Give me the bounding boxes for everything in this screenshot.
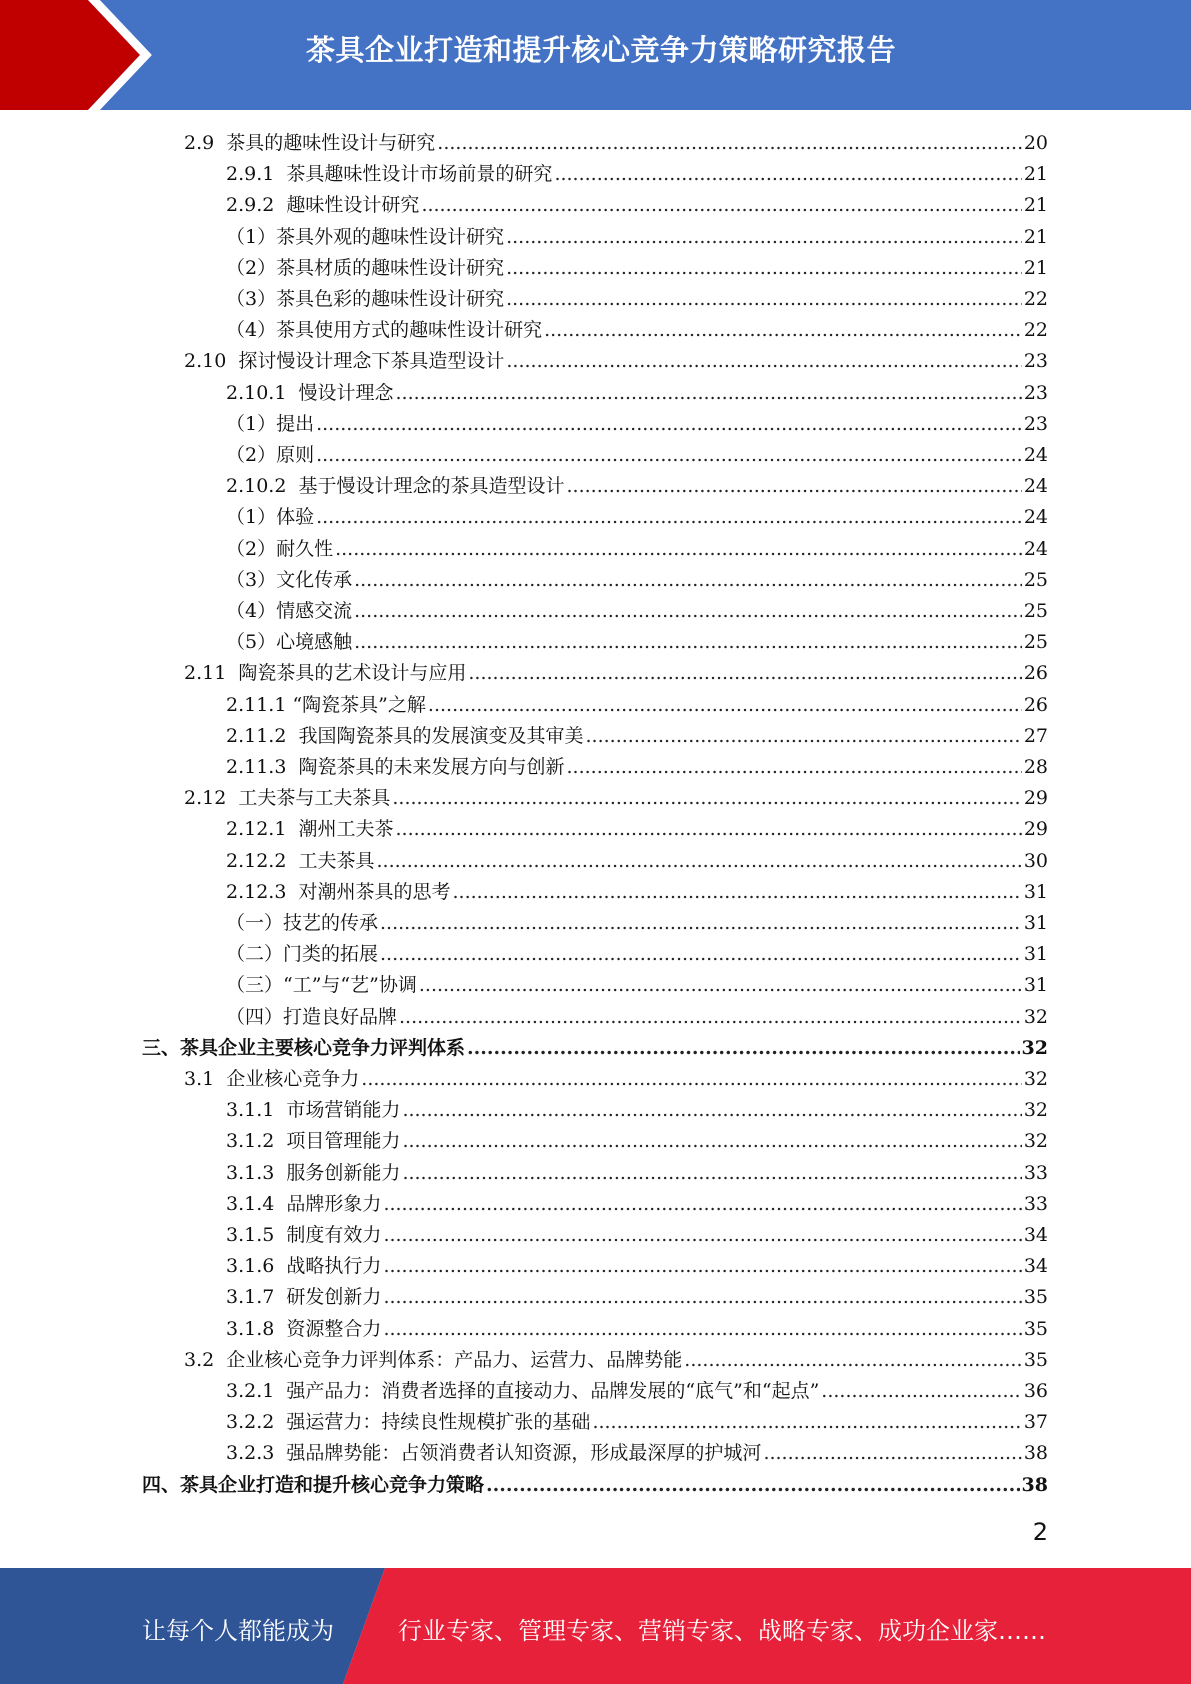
toc-entry[interactable] bbox=[226, 596, 1048, 627]
toc-entry[interactable] bbox=[226, 877, 1048, 908]
toc-dot-leader bbox=[544, 315, 1022, 346]
toc-entry-page: 33 bbox=[1023, 1162, 1048, 1184]
toc-dot-leader bbox=[506, 346, 1021, 377]
toc-entry[interactable] bbox=[184, 346, 1048, 377]
toc-entry-label: 2.12.3 对潮州茶具的思考 bbox=[226, 881, 451, 903]
toc-entry[interactable] bbox=[226, 315, 1048, 346]
toc-entry-page: 22 bbox=[1023, 288, 1048, 310]
toc-entry[interactable] bbox=[226, 1282, 1048, 1313]
toc-dot-leader bbox=[421, 190, 1021, 221]
toc-entry-label: 2.10.2 基于慢设计理念的茶具造型设计 bbox=[226, 475, 565, 497]
toc-dot-leader bbox=[396, 814, 1022, 845]
toc-entry-page: 36 bbox=[1023, 1380, 1048, 1402]
toc-entry[interactable] bbox=[226, 534, 1048, 565]
toc-entry-label: 2.11.3 陶瓷茶具的未来发展方向与创新 bbox=[226, 756, 565, 778]
toc-entry-label: 3.1.7 研发创新力 bbox=[226, 1286, 382, 1308]
toc-entry[interactable] bbox=[226, 1189, 1048, 1220]
toc-entry[interactable] bbox=[226, 1095, 1048, 1126]
toc-entry[interactable] bbox=[184, 1064, 1048, 1095]
toc-dot-leader bbox=[377, 846, 1022, 877]
toc-entry[interactable] bbox=[226, 502, 1048, 533]
toc-entry-page: 31 bbox=[1023, 974, 1048, 996]
toc-entry-page: 28 bbox=[1023, 756, 1048, 778]
toc-entry-label: 2.10.1 慢设计理念 bbox=[226, 382, 394, 404]
toc-dot-leader bbox=[586, 721, 1022, 752]
toc-entry-label: 2.12 工夫茶与工夫茶具 bbox=[184, 787, 391, 809]
toc-entry-page: 21 bbox=[1023, 163, 1048, 185]
toc-dot-leader bbox=[354, 627, 1022, 658]
toc-entry-page: 38 bbox=[1021, 1474, 1048, 1496]
report-title: 茶具企业打造和提升核心竞争力策略研究报告 bbox=[306, 33, 897, 67]
toc-entry[interactable] bbox=[226, 752, 1048, 783]
toc-entry[interactable] bbox=[226, 253, 1048, 284]
toc-entry[interactable] bbox=[226, 1251, 1048, 1282]
toc-entry-page: 29 bbox=[1023, 818, 1048, 840]
toc-dot-leader bbox=[821, 1376, 1022, 1407]
toc-entry-page: 25 bbox=[1023, 600, 1048, 622]
toc-entry-label: 3.2 企业核心竞争力评判体系：产品力、运营力、品牌势能 bbox=[184, 1349, 683, 1371]
toc-dot-leader bbox=[567, 752, 1022, 783]
toc-entry-page: 24 bbox=[1023, 538, 1048, 560]
toc-dot-leader bbox=[437, 128, 1022, 159]
toc-dot-leader bbox=[399, 1002, 1022, 1033]
toc-entry-label: 2.11.1 “陶瓷茶具”之解 bbox=[226, 694, 426, 716]
toc-dot-leader bbox=[354, 565, 1022, 596]
toc-entry[interactable] bbox=[226, 1438, 1048, 1469]
toc-entry[interactable] bbox=[226, 565, 1048, 596]
toc-entry-label: （4）茶具使用方式的趣味性设计研究 bbox=[226, 319, 543, 341]
toc-entry-page: 32 bbox=[1023, 1006, 1048, 1028]
toc-dot-leader bbox=[361, 1064, 1022, 1095]
toc-entry[interactable] bbox=[226, 1126, 1048, 1157]
toc-entry-label: 2.11 陶瓷茶具的艺术设计与应用 bbox=[184, 662, 467, 684]
toc-entry-label: （2）茶具材质的趣味性设计研究 bbox=[226, 257, 505, 279]
footer-slogan-right: 行业专家、管理专家、营销专家、战略专家、成功企业家…… bbox=[398, 1617, 1046, 1645]
toc-entry-page: 38 bbox=[1023, 1442, 1048, 1464]
toc-dot-leader bbox=[428, 690, 1022, 721]
toc-entry[interactable] bbox=[226, 846, 1048, 877]
toc-dot-leader bbox=[506, 222, 1022, 253]
toc-dot-leader bbox=[335, 534, 1022, 565]
toc-dot-leader bbox=[468, 658, 1021, 689]
toc-entry-page: 31 bbox=[1023, 881, 1048, 903]
toc-entry-page: 31 bbox=[1023, 943, 1048, 965]
toc-entry-label: 3.2.3 强品牌势能：占领消费者认知资源，形成最深厚的护城河 bbox=[226, 1442, 762, 1464]
toc-entry-page: 23 bbox=[1023, 350, 1048, 372]
toc-entry-label: 3.1.5 制度有效力 bbox=[226, 1224, 382, 1246]
toc-entry-page: 24 bbox=[1023, 506, 1048, 528]
toc-entry-label: （2）原则 bbox=[226, 444, 315, 466]
toc-dot-leader bbox=[316, 409, 1022, 440]
toc-entry-page: 22 bbox=[1023, 319, 1048, 341]
page-number: 2 bbox=[1032, 1518, 1048, 1546]
toc-dot-leader bbox=[554, 159, 1021, 190]
toc-entry-page: 37 bbox=[1023, 1411, 1048, 1433]
toc-entry[interactable] bbox=[226, 471, 1048, 502]
toc-entry-page: 27 bbox=[1023, 725, 1048, 747]
toc-entry[interactable] bbox=[226, 814, 1048, 845]
toc-entry-label: （4）情感交流 bbox=[226, 600, 353, 622]
toc-entry-page: 35 bbox=[1023, 1349, 1048, 1371]
toc-entry-page: 35 bbox=[1023, 1318, 1048, 1340]
toc-entry[interactable] bbox=[226, 690, 1048, 721]
toc-entry-page: 21 bbox=[1023, 194, 1048, 216]
toc-dot-leader bbox=[453, 877, 1022, 908]
toc-entry-label: 三、茶具企业主要核心竞争力评判体系 bbox=[142, 1037, 466, 1059]
toc-dot-leader bbox=[506, 253, 1022, 284]
toc-entry-page: 30 bbox=[1023, 850, 1048, 872]
toc-entry-page: 24 bbox=[1023, 475, 1048, 497]
toc-entry-page: 35 bbox=[1023, 1286, 1048, 1308]
toc-entry-label: 3.1.3 服务创新能力 bbox=[226, 1162, 401, 1184]
toc-entry-label: （1）提出 bbox=[226, 413, 315, 435]
toc-entry[interactable] bbox=[226, 222, 1048, 253]
toc-entry-page: 21 bbox=[1023, 226, 1048, 248]
toc-entry-page: 20 bbox=[1023, 132, 1048, 154]
toc-entry-label: 3.1.8 资源整合力 bbox=[226, 1318, 382, 1340]
toc-entry[interactable] bbox=[226, 1158, 1048, 1189]
toc-entry-label: （三）“工”与“艺”协调 bbox=[226, 974, 417, 996]
toc-entry-label: 2.12.2 工夫茶具 bbox=[226, 850, 375, 872]
toc-dot-leader bbox=[383, 1189, 1021, 1220]
toc-dot-leader bbox=[383, 1220, 1021, 1251]
toc-entry-label: （3）文化传承 bbox=[226, 569, 353, 591]
toc-entry-label: （5）心境感触 bbox=[226, 631, 353, 653]
toc-entry-page: 24 bbox=[1023, 444, 1048, 466]
toc-dot-leader bbox=[402, 1126, 1021, 1157]
toc-dot-leader bbox=[383, 1314, 1021, 1345]
toc-entry-label: 2.10 探讨慢设计理念下茶具造型设计 bbox=[184, 350, 505, 372]
toc-entry[interactable] bbox=[226, 721, 1048, 752]
toc-entry-page: 23 bbox=[1023, 382, 1048, 404]
toc-entry[interactable] bbox=[226, 1220, 1048, 1251]
toc-entry-label: 2.9.2 趣味性设计研究 bbox=[226, 194, 420, 216]
toc-entry-label: 3.1.2 项目管理能力 bbox=[226, 1130, 401, 1152]
toc-entry[interactable] bbox=[226, 939, 1048, 970]
toc-entry-label: （1）茶具外观的趣味性设计研究 bbox=[226, 226, 505, 248]
toc-entry-page: 26 bbox=[1023, 694, 1048, 716]
toc-entry-label: 3.1.4 品牌形象力 bbox=[226, 1193, 382, 1215]
toc-entry-label: （1）体验 bbox=[226, 506, 315, 528]
toc-entry-label: （3）茶具色彩的趣味性设计研究 bbox=[226, 288, 505, 310]
toc-entry-page: 25 bbox=[1023, 569, 1048, 591]
toc-entry[interactable] bbox=[142, 1470, 1048, 1501]
toc-entry-label: 2.9 茶具的趣味性设计与研究 bbox=[184, 132, 436, 154]
toc-entry[interactable] bbox=[226, 159, 1048, 190]
toc-entry-page: 32 bbox=[1023, 1099, 1048, 1121]
toc-dot-leader bbox=[419, 970, 1022, 1001]
toc-entry[interactable] bbox=[226, 627, 1048, 658]
toc-entry[interactable] bbox=[226, 1314, 1048, 1345]
toc-entry-page: 26 bbox=[1023, 662, 1048, 684]
toc-entry[interactable] bbox=[184, 658, 1048, 689]
toc-dot-leader bbox=[354, 596, 1022, 627]
toc-entry-label: 3.1.6 战略执行力 bbox=[226, 1255, 382, 1277]
toc-entry[interactable] bbox=[226, 1407, 1048, 1438]
toc-entry[interactable] bbox=[226, 970, 1048, 1001]
toc-entry-page: 32 bbox=[1023, 1068, 1048, 1090]
toc-entry[interactable] bbox=[184, 783, 1048, 814]
toc-entry[interactable] bbox=[226, 284, 1048, 315]
toc-dot-leader bbox=[567, 471, 1022, 502]
toc-entry-label: （2）耐久性 bbox=[226, 538, 334, 560]
toc-entry[interactable] bbox=[226, 908, 1048, 939]
page-footer bbox=[0, 1568, 1191, 1684]
toc-entry-label: 2.11.2 我国陶瓷茶具的发展演变及其审美 bbox=[226, 725, 584, 747]
toc-entry-page: 33 bbox=[1023, 1193, 1048, 1215]
toc-entry[interactable] bbox=[226, 409, 1048, 440]
toc-dot-leader bbox=[380, 939, 1022, 970]
toc-entry-page: 32 bbox=[1021, 1037, 1048, 1059]
toc-entry[interactable] bbox=[184, 128, 1048, 159]
toc-dot-leader bbox=[392, 783, 1021, 814]
toc-dot-leader bbox=[402, 1158, 1021, 1189]
toc-dot-leader bbox=[467, 1033, 1020, 1064]
toc-dot-leader bbox=[316, 440, 1022, 471]
toc-entry-label: （二）门类的拓展 bbox=[226, 943, 379, 965]
toc-entry-page: 29 bbox=[1023, 787, 1048, 809]
toc-entry[interactable] bbox=[184, 1345, 1048, 1376]
toc-entry-label: 3.1.1 市场营销能力 bbox=[226, 1099, 401, 1121]
toc-dot-leader bbox=[402, 1095, 1021, 1126]
toc-entry-label: 3.2.1 强产品力：消费者选择的直接动力、品牌发展的“底气”和“起点” bbox=[226, 1380, 820, 1402]
toc-entry-page: 21 bbox=[1023, 257, 1048, 279]
toc-entry-label: 四、茶具企业打造和提升核心竞争力策略 bbox=[142, 1474, 485, 1496]
toc-entry[interactable] bbox=[226, 440, 1048, 471]
toc-entry[interactable] bbox=[226, 378, 1048, 409]
toc-dot-leader bbox=[486, 1470, 1020, 1501]
toc-dot-leader bbox=[506, 284, 1022, 315]
toc-dot-leader bbox=[383, 1251, 1021, 1282]
toc-dot-leader bbox=[316, 502, 1022, 533]
toc-dot-leader bbox=[396, 378, 1022, 409]
toc-dot-leader bbox=[763, 1438, 1021, 1469]
footer-slogan-left: 让每个人都能成为 bbox=[142, 1617, 334, 1645]
toc-entry-label: 2.12.1 潮州工夫茶 bbox=[226, 818, 394, 840]
toc-dot-leader bbox=[684, 1345, 1022, 1376]
toc-entry[interactable] bbox=[226, 190, 1048, 221]
toc-entry-label: 2.9.1 茶具趣味性设计市场前景的研究 bbox=[226, 163, 553, 185]
toc-entry[interactable] bbox=[226, 1376, 1048, 1407]
toc-entry-page: 25 bbox=[1023, 631, 1048, 653]
toc-entry-page: 23 bbox=[1023, 413, 1048, 435]
toc-entry[interactable] bbox=[226, 1002, 1048, 1033]
toc-entry-label: （四）打造良好品牌 bbox=[226, 1006, 398, 1028]
toc-dot-leader bbox=[380, 908, 1022, 939]
toc-entry-page: 31 bbox=[1023, 912, 1048, 934]
toc-entry-page: 34 bbox=[1023, 1224, 1048, 1246]
toc-dot-leader bbox=[592, 1407, 1021, 1438]
toc-dot-leader bbox=[383, 1282, 1021, 1313]
toc-entry-label: （一）技艺的传承 bbox=[226, 912, 379, 934]
toc-entry-label: 3.1 企业核心竞争力 bbox=[184, 1068, 360, 1090]
toc-entry-page: 32 bbox=[1023, 1130, 1048, 1152]
toc-entry-page: 34 bbox=[1023, 1255, 1048, 1277]
toc-entry[interactable] bbox=[142, 1033, 1048, 1064]
page-header bbox=[0, 0, 1191, 110]
toc-entry-label: 3.2.2 强运营力：持续良性规模扩张的基础 bbox=[226, 1411, 591, 1433]
